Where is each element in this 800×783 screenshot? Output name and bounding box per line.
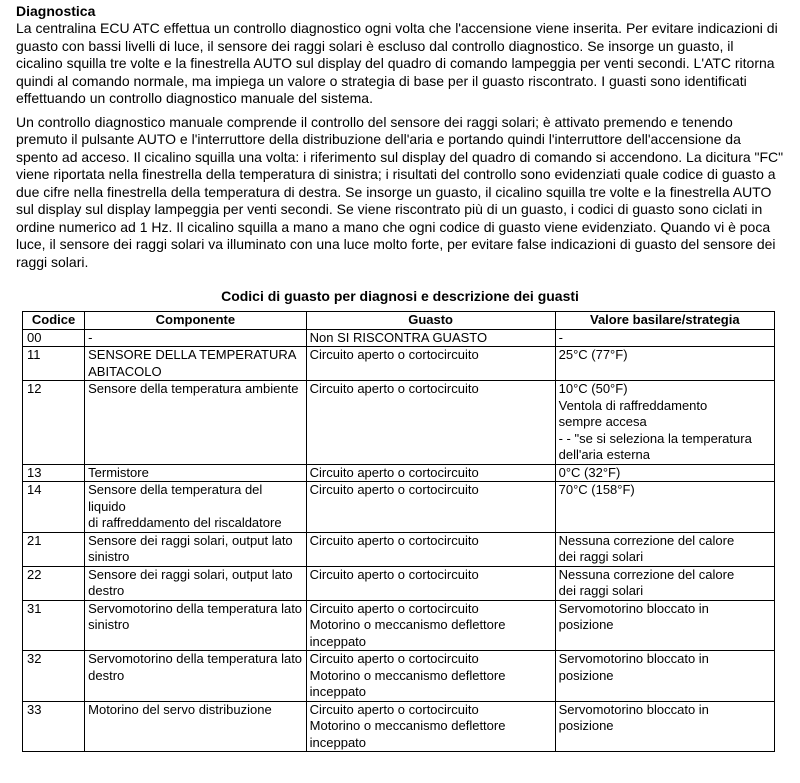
cell-component [85, 482, 307, 533]
table-row [23, 482, 775, 533]
cell-fault-line: Circuito aperto o cortocircuito [309, 566, 479, 582]
cell-code: 21 [23, 532, 85, 566]
cell-value-strategy-line: Servomotorino bloccato in [558, 651, 709, 666]
cell-value-strategy-line: posizione [558, 667, 614, 683]
table-row [23, 381, 775, 465]
cell-code: 14 [23, 482, 85, 533]
cell-fault [306, 347, 555, 381]
cell-component [85, 701, 307, 752]
cell-code: 32 [23, 651, 85, 702]
cell-value-strategy-line: Nessuna correzione del calore [558, 566, 735, 582]
cell-fault [306, 482, 555, 533]
cell-code: 00 [23, 329, 85, 347]
cell-component-line: destro [88, 667, 125, 683]
cell-fault-line: Circuito aperto o cortocircuito [309, 651, 479, 666]
table-header-row [23, 312, 775, 330]
cell-code: 33 [23, 701, 85, 752]
cell-fault [306, 381, 555, 465]
cell-code: 12 [23, 381, 85, 465]
cell-component-line: Termistore [88, 464, 149, 480]
cell-fault-line: Circuito aperto o cortocircuito [309, 464, 479, 480]
table-row [23, 347, 775, 381]
cell-fault-line: Circuito aperto o cortocircuito [309, 600, 479, 616]
cell-value-strategy-line: 25°C (77°F) [558, 347, 628, 362]
cell-value-strategy-line: - - "se si seleziona la temperatura [558, 430, 752, 446]
cell-component-line: Servomotorino della temperatura lato [88, 600, 303, 616]
table-row [23, 329, 775, 347]
cell-value-strategy [555, 566, 774, 600]
cell-component-line: SENSORE DELLA TEMPERATURA [88, 347, 297, 362]
cell-code: 13 [23, 464, 85, 482]
cell-fault-line: Motorino o meccanismo deflettore [309, 667, 506, 683]
cell-value-strategy [555, 381, 774, 465]
cell-component-line: Sensore della temperatura ambiente [88, 381, 299, 396]
cell-fault-line: Circuito aperto o cortocircuito [309, 482, 479, 497]
cell-component-line: sinistro [88, 549, 130, 564]
cell-value-strategy-line: dei raggi solari [558, 583, 644, 598]
cell-fault [306, 566, 555, 600]
cell-value-strategy [555, 329, 774, 347]
cell-value-strategy-line: dell'aria esterna [558, 447, 650, 462]
cell-fault-line: Circuito aperto o cortocircuito [309, 701, 479, 717]
table-title: Codici di guasto per diagnosi e descrizione dei guasti [221, 288, 579, 304]
cell-fault-line: Circuito aperto o cortocircuito [309, 347, 479, 362]
cell-code: 22 [23, 566, 85, 600]
cell-component-line: destro [88, 583, 125, 598]
cell-value-strategy [555, 464, 774, 482]
cell-component-line: Sensore dei raggi solari, output lato [88, 566, 293, 582]
table-row [23, 701, 775, 752]
cell-component-line: sinistro [88, 617, 130, 632]
cell-component [85, 347, 307, 381]
cell-fault [306, 600, 555, 651]
cell-fault-line: inceppato [309, 633, 367, 649]
cell-fault [306, 651, 555, 702]
cell-component [85, 532, 307, 566]
cell-component [85, 381, 307, 465]
table-body [23, 329, 775, 752]
cell-fault-line: Non SI RISCONTRA GUASTO [309, 329, 488, 345]
table-row [23, 600, 775, 651]
cell-value-strategy-line: Ventola di raffreddamento [558, 397, 708, 413]
cell-fault [306, 701, 555, 752]
cell-value-strategy-line: posizione [558, 718, 614, 733]
header-code: Codice [23, 312, 85, 330]
cell-fault-line: inceppato [309, 734, 367, 750]
cell-value-strategy-line: Nessuna correzione del calore [558, 532, 735, 548]
header-component: Componente [85, 312, 307, 330]
cell-component [85, 464, 307, 482]
cell-fault [306, 329, 555, 347]
section-heading: Diagnostica [16, 3, 96, 19]
cell-code: 11 [23, 347, 85, 381]
cell-value-strategy-line: 10°C (50°F) [558, 381, 628, 396]
cell-fault-line: Circuito aperto o cortocircuito [309, 381, 479, 396]
cell-code: 31 [23, 600, 85, 651]
cell-value-strategy [555, 532, 774, 566]
cell-value-strategy-line: - [558, 329, 563, 345]
cell-value-strategy [555, 600, 774, 651]
cell-component [85, 600, 307, 651]
table-row [23, 532, 775, 566]
cell-value-strategy-line: Servomotorino bloccato in [558, 701, 709, 717]
paragraph-intro: La centralina ECU ATC effettua un controllo diagnostico ogni volta che l'accensione viene inserita. Per evitare indicazioni di guasto con bassi livelli di luce, il sensore dei raggi solari è escluso dal controllo diagnostico. Se insorge un guasto, il cicalino squilla tre volte e la finestrella AUTO sul display del quadro di comando lampeggia per venti secondi. L'ATC ritorna quindi al comando normale, ma impiega un valore o strategia di base per il guasto riscontrato. I guasti sono identificati effettuando un controllo diagnostico manuale del sistema. [16, 20, 778, 106]
header-fault: Guasto [306, 312, 555, 330]
cell-value-strategy-line: sempre accesa [558, 414, 647, 429]
cell-value-strategy [555, 347, 774, 381]
cell-value-strategy [555, 701, 774, 752]
cell-component-line: ABITACOLO [88, 363, 162, 379]
cell-component [85, 651, 307, 702]
cell-component-line: Servomotorino della temperatura lato [88, 651, 303, 666]
cell-value-strategy-line: 70°C (158°F) [558, 482, 635, 497]
header-value-strategy: Valore basilare/strategia [555, 312, 774, 330]
cell-component [85, 329, 307, 347]
cell-component-line: Motorino del servo distribuzione [88, 701, 272, 717]
cell-component-line: di raffreddamento del riscaldatore [88, 515, 282, 530]
cell-value-strategy [555, 482, 774, 533]
cell-fault-line: Circuito aperto o cortocircuito [309, 532, 479, 548]
cell-value-strategy [555, 651, 774, 702]
table-row [23, 464, 775, 482]
cell-component-line: Sensore dei raggi solari, output lato [88, 532, 293, 548]
cell-fault [306, 532, 555, 566]
table-row [23, 566, 775, 600]
table-row [23, 651, 775, 702]
cell-component [85, 566, 307, 600]
paragraph-manual-check: Un controllo diagnostico manuale comprende il controllo del sensore dei raggi solari; è attivato premendo e tenendo premuto il pulsante AUTO e l'interruttore della distribuzione dell'aria e portando quindi l'interruttore dell'accensione da spento ad acceso. Il cicalino squilla una volta: i riferimento sul display del quadro di comando si accendono. La dicitura "FC" viene riportata nella finestrella della temperatura di sinistra; i risultati del controllo sono evidenziati quale codice di guasto a due cifre nella finestrella della temperatura di destra. Se insorge un guasto, il cicalino squilla tre volte e la finestrella AUTO sul display sul display lampeggia per venti secondi. Se viene riscontrato più di un guasto, i codici di guasto sono ciclati in ordine numerico ad 1 Hz. Il cicalino squilla a mano a mano che ogni codice di guasto viene evidenziato. Quando vi è poca luce, il sensore dei raggi solari va illuminato con una luce molto forte, per evitare false indicazioni di guasto del sensore dei raggi solari. [16, 113, 784, 270]
cell-value-strategy-line: posizione [558, 617, 614, 632]
cell-value-strategy-line: Servomotorino bloccato in [558, 600, 709, 616]
cell-value-strategy-line: dei raggi solari [558, 549, 644, 564]
cell-component-line: Sensore della temperatura del liquido [88, 482, 263, 514]
cell-fault-line: Motorino o meccanismo deflettore [309, 617, 506, 632]
cell-fault-line: Motorino o meccanismo deflettore [309, 718, 506, 733]
cell-fault [306, 464, 555, 482]
cell-value-strategy-line: 0°C (32°F) [558, 464, 621, 480]
fault-code-table [22, 311, 775, 752]
cell-component-line: - [88, 329, 93, 345]
cell-fault-line: inceppato [309, 684, 367, 699]
